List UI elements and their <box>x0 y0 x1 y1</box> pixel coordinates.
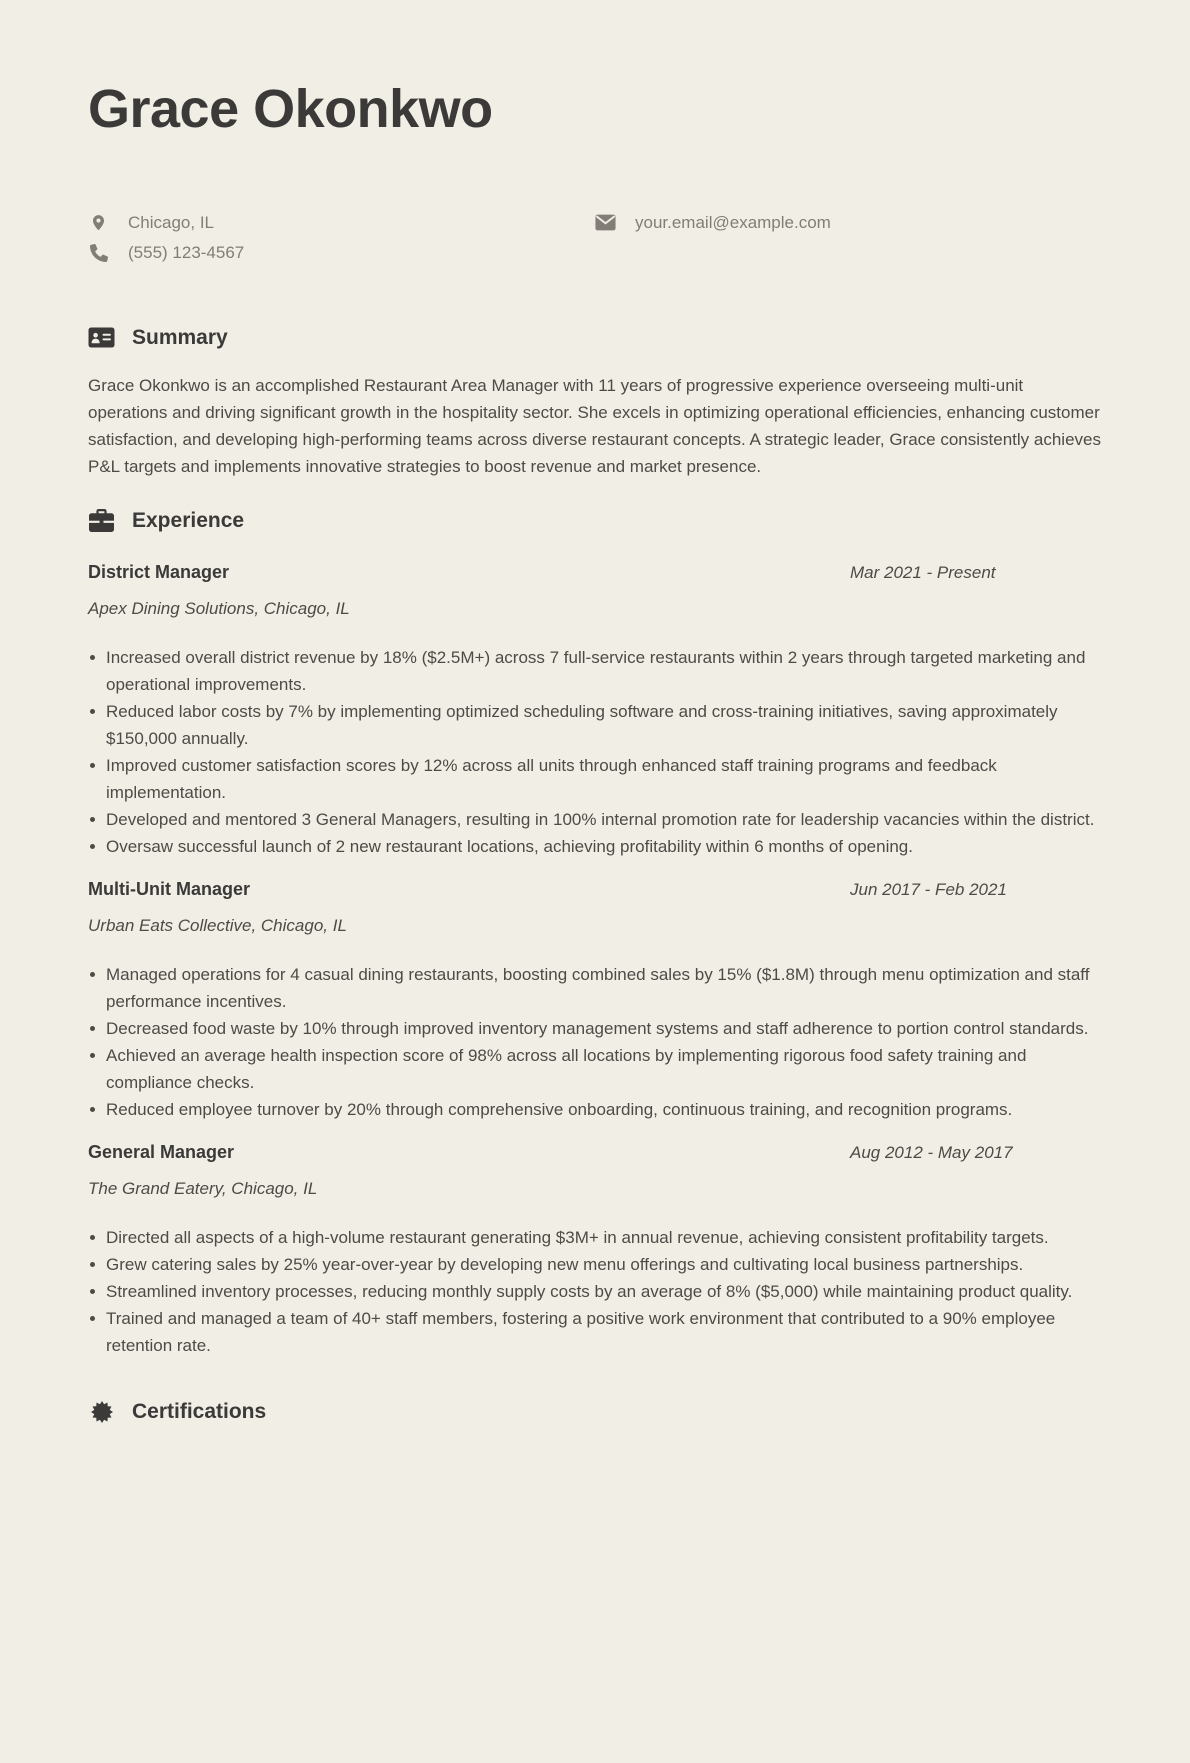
summary-section-title: Summary <box>132 325 228 349</box>
job-bullet: Directed all aspects of a high-volume restaurant generating $3M+ in annual revenue, achieving consistent profitability targets. <box>88 1224 1102 1251</box>
job-title: District Manager <box>88 562 230 582</box>
job-dates: Aug 2012 - May 2017 <box>850 1143 1013 1162</box>
location-pin-icon <box>88 212 109 233</box>
job-bullet: Oversaw successful launch of 2 new restaurant locations, achieving profitability within 6 months of opening. <box>88 833 1102 860</box>
job-bullet: Improved customer satisfaction scores by 12% across all units through enhanced staff training programs and feedback implementation. <box>88 752 1102 806</box>
job-bullet-list <box>88 644 1102 860</box>
contact-phone-text: (555) 123-4567 <box>128 242 245 262</box>
job-header <box>88 878 1102 901</box>
contact-block <box>88 212 1102 263</box>
contact-location-text: Chicago, IL <box>128 212 214 232</box>
contact-phone <box>88 242 595 263</box>
briefcase-icon <box>88 508 115 533</box>
job-bullet: Grew catering sales by 25% year-over-year by developing new menu offerings and cultivating local business partnerships. <box>88 1251 1102 1278</box>
envelope-icon <box>595 212 616 233</box>
summary-text: Grace Okonkwo is an accomplished Restaurant Area Manager with 11 years of progressive experience overseeing multi-unit operations and driving significant growth in the hospitality sector. She excels in optimizing operational efficiencies, enhancing customer satisfaction, and developing high-performing teams across diverse restaurant concepts. A strategic leader, Grace consistently achieves P&L targets and implements innovative strategies to boost revenue and market presence. <box>88 376 1101 476</box>
job-bullet-list <box>88 961 1102 1123</box>
job-entry <box>88 561 1102 860</box>
resume-page <box>0 80 1190 1763</box>
experience-section-title: Experience <box>132 508 245 532</box>
phone-icon <box>88 242 109 263</box>
job-bullet: Decreased food waste by 10% through improved inventory management systems and staff adherence to portion control standards. <box>88 1015 1102 1042</box>
job-bullet: Increased overall district revenue by 18% ($2.5M+) across 7 full-service restaurants within 2 years through targeted marketing and operational improvements. <box>88 644 1102 698</box>
seal-icon <box>88 1399 115 1424</box>
experience-section-header <box>88 508 1102 533</box>
job-title: General Manager <box>88 1142 235 1162</box>
job-bullet: Reduced labor costs by 7% by implementing optimized scheduling software and cross-training initiatives, saving approximately $150,000 annually. <box>88 698 1102 752</box>
job-company: Urban Eats Collective, Chicago, IL <box>88 916 347 935</box>
job-header <box>88 561 1102 584</box>
job-bullet: Developed and mentored 3 General Managers, resulting in 100% internal promotion rate for leadership vacancies within the district. <box>88 806 1102 833</box>
summary-section-header <box>88 325 1102 350</box>
job-header <box>88 1141 1102 1164</box>
job-bullet: Streamlined inventory processes, reducing monthly supply costs by an average of 8% ($5,000) while maintaining product quality. <box>88 1278 1102 1305</box>
job-bullet: Trained and managed a team of 40+ staff members, fostering a positive work environment that contributed to a 90% employee retention rate. <box>88 1305 1102 1359</box>
job-company: Apex Dining Solutions, Chicago, IL <box>88 599 350 618</box>
job-dates: Jun 2017 - Feb 2021 <box>850 880 1007 899</box>
job-bullet: Managed operations for 4 casual dining restaurants, boosting combined sales by 15% ($1.8M) through menu optimization and staff performance incentives. <box>88 961 1102 1015</box>
contact-email-text: your.email@example.com <box>635 212 831 232</box>
experience-jobs-list <box>88 561 1102 1359</box>
person-name: Grace Okonkwo <box>88 79 493 139</box>
certifications-section-title: Certifications <box>132 1399 267 1423</box>
contact-location <box>88 212 595 233</box>
job-entry <box>88 1141 1102 1359</box>
certifications-section <box>88 1399 1102 1424</box>
job-dates: Mar 2021 - Present <box>850 563 996 582</box>
experience-section <box>88 508 1102 1359</box>
job-bullet: Reduced employee turnover by 20% through comprehensive onboarding, continuous training, and recognition programs. <box>88 1096 1102 1123</box>
job-bullet: Achieved an average health inspection score of 98% across all locations by implementing rigorous food safety training and compliance checks. <box>88 1042 1102 1096</box>
job-title: Multi-Unit Manager <box>88 879 250 899</box>
job-bullet-list <box>88 1224 1102 1359</box>
id-card-icon <box>88 325 115 350</box>
job-company: The Grand Eatery, Chicago, IL <box>88 1179 318 1198</box>
job-entry <box>88 878 1102 1123</box>
certifications-section-header <box>88 1399 1102 1424</box>
contact-email <box>595 212 1102 233</box>
summary-section <box>88 325 1102 480</box>
